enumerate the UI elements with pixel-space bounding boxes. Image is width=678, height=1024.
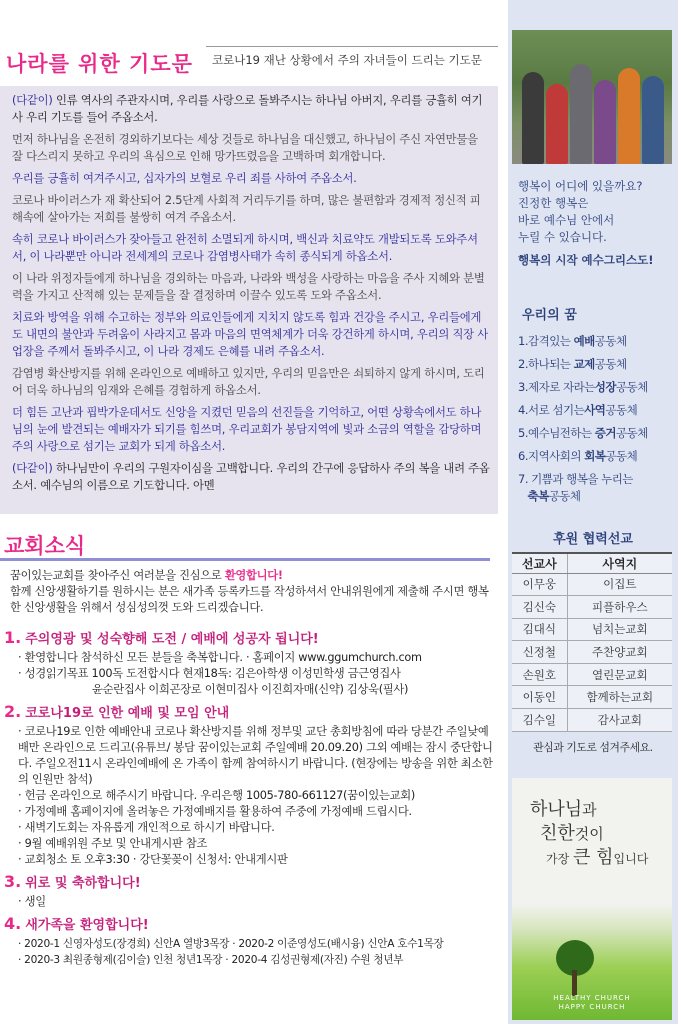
support-header-field: 사역지 — [567, 553, 672, 573]
prayer-title: 나라를 위한 기도문 — [6, 52, 193, 76]
prayer-paragraph-2: 먼저 하나님을 온전히 경외하기보다는 세상 것들로 하나님을 대신했고, 하나님이 주신 자연만물을 잘 다스리지 못하고 우리의 욕심으로 인해 망가뜨렸음을 고백하며 회개합니다. — [12, 133, 478, 163]
dream-item — [518, 353, 676, 376]
prayer-paragraph-10 — [12, 460, 490, 494]
table-row — [512, 596, 672, 619]
news-item-line: · 9월 예배위원 주보 및 안내게시판 참조 — [18, 837, 208, 850]
dream-suffix: 공동체 — [605, 449, 638, 463]
prayer-paragraph-4: 코로나 바이러스가 재 확산되어 2.5단계 사회적 거리두기를 하며, 많은 불편함과 경제적 정신적 피해속에 살아가는 저희를 불쌍히 여겨 주옵소서. — [12, 194, 481, 224]
news-item-line: · 가정예배 홈페이지에 올려놓은 가정예배지를 활용하여 주중에 가정예배 드립시다. — [18, 805, 412, 818]
news-item-heading: 위로 및 축하합니다! — [25, 876, 141, 891]
missionary-name: 손원호 — [512, 663, 567, 686]
poster-footer — [512, 994, 672, 1012]
prayer-body — [0, 86, 498, 514]
poster-word: 가장 — [546, 852, 573, 866]
dream-keyword: 증거 — [594, 426, 617, 440]
news-item-line: · 2020-1 신영자성도(장경희) 신안A 열방3목장 · 2020-2 이준영성도(배시융) 신안A 호수1목장 — [18, 938, 444, 950]
table-row — [512, 573, 672, 596]
prayer-paragraph-8: 감염병 확산방지를 위해 온라인으로 예배하고 있지만, 우리의 믿음만은 쇠퇴하지 않게 하시며, 도리어 더욱 하나님의 임재와 은혜를 경험하게 하옵소서. — [12, 367, 485, 397]
church-poster — [512, 778, 672, 1020]
news-item-heading: 새가족을 환영합니다! — [25, 918, 149, 933]
prayer-paragraph-3: 우리를 긍휼히 여겨주시고, 십자가의 보혈로 우리 죄를 사하여 주옵소서. — [12, 172, 357, 185]
news-title: 교회소식 — [4, 534, 86, 558]
prayer-tag: (다같이) — [12, 462, 53, 475]
dream-suffix: 공동체 — [616, 380, 648, 394]
poster-word: 과 — [582, 801, 597, 819]
poster-text — [530, 798, 670, 871]
news-item-line: · 새벽기도회는 자유롭게 개인적으로 하시기 바랍니다. — [18, 821, 275, 834]
dream-text: 제자로 자라는 — [527, 380, 595, 394]
mission-field: 주찬양교회 — [567, 641, 672, 664]
prayer-paragraph-6: 이 나라 위정자들에게 하나님을 경외하는 마음과, 나라와 백성을 사랑하는 마음을 주사 지혜와 분별력을 가지고 산적해 있는 문제들을 잘 결정하며 이끌수 있도록 도와 주옵소서. — [12, 272, 485, 302]
dream-text: 지역사회의 — [527, 449, 585, 463]
prayer-tag: (다같이) — [12, 94, 53, 107]
missionary-name: 김수일 — [512, 709, 567, 732]
support-title: 후원 협력선교 — [553, 532, 633, 547]
poster-word: 힘 — [590, 847, 614, 868]
photo-person — [546, 84, 568, 164]
photo-person — [522, 72, 544, 164]
dream-number: 3. — [518, 380, 528, 394]
table-row — [512, 709, 672, 732]
missionary-name: 신정철 — [512, 641, 567, 664]
dream-keyword: 사역 — [584, 403, 606, 417]
photo-person — [570, 64, 592, 164]
photo-person — [594, 80, 616, 164]
missionary-name: 이무웅 — [512, 573, 567, 596]
table-row — [512, 641, 672, 664]
missionary-name: 이동인 — [512, 686, 567, 709]
dream-list — [518, 330, 676, 505]
news-item — [4, 914, 498, 968]
dream-number: 1. — [518, 334, 528, 348]
support-header-row — [512, 553, 672, 573]
happy-line: 누릴 수 있습니다. — [518, 230, 607, 244]
news-item-title — [4, 702, 498, 724]
dream-text: 감격있는 — [527, 334, 574, 348]
news-item-line: · 성경읽기목표 100독 도전합시다 현재18독: 김은아학생 이성민학생 금근영집사 — [18, 667, 401, 680]
dream-keyword: 교제 — [573, 357, 595, 371]
mission-field: 열린문교회 — [567, 663, 672, 686]
news-item-title — [4, 628, 498, 650]
table-row — [512, 663, 672, 686]
dream-title: 우리의 꿈 — [522, 308, 577, 323]
prayer-paragraph-5: 속히 코로나 바이러스가 잦아들고 완전히 소멸되게 하시며, 백신과 치료약도 개발되도록 도와주셔서, 이 나라뿐만 아니라 전세계의 코로나 감염병사태가 속히 종식되게 하옵소서. — [12, 233, 478, 263]
poster-word: 입니다 — [613, 852, 649, 866]
prayer-text: 하나님만이 우리의 구원자이심을 고백합니다. 우리의 간구에 응답하사 주의 복을 내려 주옵소서. 예수님의 이름으로 기도합니다. 아멘 — [12, 462, 490, 492]
dream-suffix: 공동체 — [616, 426, 648, 440]
dream-keyword: 회복 — [584, 449, 606, 463]
mission-field: 넘치는교회 — [567, 618, 672, 641]
dream-item — [518, 399, 676, 422]
dream-suffix: 공동체 — [594, 357, 627, 371]
dream-text: 예수님전하는 — [527, 426, 595, 440]
poster-word: 하나님 — [530, 799, 583, 820]
news-item-line: · 환영합니다 참석하신 모든 분들을 축복합니다. · 홈페이지 www.ggumchurch.com — [18, 651, 422, 664]
poster-line-2 — [530, 822, 670, 846]
dream-suffix: 공동체 — [548, 489, 581, 503]
happy-line: 바로 예수님 안에서 — [518, 213, 615, 227]
news-item-number: 3. — [4, 872, 22, 891]
news-item-number: 1. — [4, 628, 22, 647]
dream-suffix: 공동체 — [605, 403, 638, 417]
news-item — [4, 628, 498, 698]
photo-person — [618, 68, 640, 164]
dream-item — [518, 330, 676, 353]
news-item — [4, 702, 498, 868]
intro-text-2: 함께 신앙생활하기를 원하시는 분은 새가족 등록카드를 작성하셔서 안내위원에게 제출해 주시면 행복한 신앙생활을 위해서 성심성의껏 도와 드리겠습니다. — [10, 585, 489, 614]
dream-item — [518, 445, 676, 468]
happy-line: 행복이 어디에 있을까요? — [518, 179, 643, 193]
news-item-line: · 생일 — [18, 895, 46, 908]
news-header-rule — [0, 558, 490, 561]
poster-footer-line: HAPPY CHURCH — [558, 1003, 626, 1011]
dream-number: 2. — [518, 357, 528, 371]
poster-word: 친한 — [540, 823, 575, 844]
news-item-line: · 코로나19로 인한 예배안내 코로나 확산방지를 위해 정부및 교단 총회방침에 따라 당분간 주일낮예배만 온라인으로 드리고(유튜브/ 봉담 꿈이있는교회 주일예배 20.09.20) 그외 예배는 잠시 중단합니다. 주일오전11시 온라인예배에 온 가족이 함께 참여하시기 바랍니다. (현장에는 방송을 위한 최소한의 인원만 참석) — [18, 725, 493, 786]
poster-footer-line: HEALTHY CHURCH — [553, 994, 631, 1002]
prayer-header-rule — [206, 46, 498, 47]
prayer-text: 인류 역사의 주관자시며, 우리를 사랑으로 돌봐주시는 하나님 아버지, 우리를 긍휼히 여기사 우리 기도를 들어 주옵소서. — [12, 94, 483, 124]
news-item-heading: 주의영광 및 성숙향해 도전 / 예배에 성공자 됩니다! — [25, 632, 319, 647]
poster-word: 것이 — [574, 825, 604, 843]
news-item-line: · 2020-3 최원종형제(김이슬) 인천 청년1목장 · 2020-4 김성권형제(자진) 수원 청년부 — [18, 954, 404, 966]
news-list — [4, 628, 498, 972]
dream-number: 4. — [518, 403, 528, 417]
missionary-name: 김대식 — [512, 618, 567, 641]
dream-item — [518, 376, 676, 399]
dream-keyword: 축복 — [527, 489, 549, 503]
news-item-number: 2. — [4, 702, 22, 721]
prayer-paragraph-7: 치료와 방역을 위해 수고하는 정부와 의료인들에게 지치지 않도록 힘과 건강을 주시고, 우리들에게도 내면의 불안과 두려움이 사라지고 몸과 마음의 면역체계가 더욱 강건하게 하시며, 우리의 직장 사업장을 주께서 돌봐주시고, 이 나라 경제도 은혜를 내려 주옵소서. — [12, 311, 488, 358]
dream-keyword: 성장 — [594, 380, 617, 394]
mission-field: 감사교회 — [567, 709, 672, 732]
news-item-title — [4, 914, 498, 936]
mission-field: 이집트 — [567, 573, 672, 596]
support-table — [512, 552, 672, 732]
news-item-line: 윤순란집사 이희곤장로 이현미집사 이진희자매(신약) 김상욱(필사) — [92, 683, 409, 696]
happy-line: 진정한 행복은 — [518, 196, 589, 210]
news-item-line: · 교회청소 토 오후3:30 · 강단꽃꽂이 신청서: 안내게시판 — [18, 853, 288, 866]
mission-field: 함께하는교회 — [567, 686, 672, 709]
missionary-name: 김신숙 — [512, 596, 567, 619]
intro-welcome: 환영합니다! — [224, 569, 283, 582]
news-item-heading: 코로나19로 인한 예배 및 모임 안내 — [25, 706, 230, 721]
support-header-missionary: 선교사 — [512, 553, 567, 573]
dream-item — [518, 422, 676, 445]
prayer-paragraph-1 — [12, 92, 490, 126]
dream-text: 하나되는 — [527, 357, 574, 371]
dream-text: 7. 기쁨과 행복을 누리는 — [518, 472, 633, 486]
happy-slogan: 행복의 시작 예수그리스도! — [518, 253, 654, 267]
prayer-header — [0, 40, 500, 84]
table-row — [512, 686, 672, 709]
dream-keyword: 예배 — [573, 334, 595, 348]
dream-text: 서로 섬기는 — [527, 403, 585, 417]
news-item-line: · 헌금 온라인으로 해주시기 바랍니다. 우리은행 1005-780-661127(꿈이있는교회) — [18, 789, 415, 802]
poster-line-1 — [530, 798, 670, 822]
dream-suffix: 공동체 — [594, 334, 627, 348]
dream-item — [518, 471, 676, 505]
tree-trunk — [572, 970, 577, 996]
dream-number: 6. — [518, 449, 528, 463]
dream-number: 5. — [518, 426, 528, 440]
poster-word: 큰 — [573, 847, 591, 868]
happiness-message — [518, 178, 676, 269]
news-intro — [10, 568, 498, 616]
poster-line-3 — [530, 846, 670, 871]
mission-field: 피플하우스 — [567, 596, 672, 619]
support-note: 관심과 기도로 섬겨주세요. — [533, 741, 653, 754]
group-photo — [512, 30, 672, 164]
sidebar — [508, 0, 678, 1024]
prayer-subtitle: 코로나19 재난 상황에서 주의 자녀들이 드리는 기도문 — [212, 53, 482, 67]
prayer-paragraph-9: 더 힘든 고난과 핍박가운데서도 신앙을 지켰던 믿음의 선진들을 기억하고, 어떤 상황속에서도 하나님의 눈에 발견되는 예배자가 되기를 힘쓰며, 우리교회가 봉담지역에 빛과 소금의 역할을 감당하며 주의 사랑으로 섬기는 교회가 되게 하옵소서. — [12, 406, 482, 453]
photo-person — [642, 76, 664, 164]
intro-text: 꿈이있는교회를 찾아주신 여러분을 진심으로 — [10, 569, 225, 582]
table-row — [512, 618, 672, 641]
news-item — [4, 872, 498, 910]
news-item-title — [4, 872, 498, 894]
news-header — [0, 524, 500, 564]
news-item-number: 4. — [4, 914, 22, 933]
